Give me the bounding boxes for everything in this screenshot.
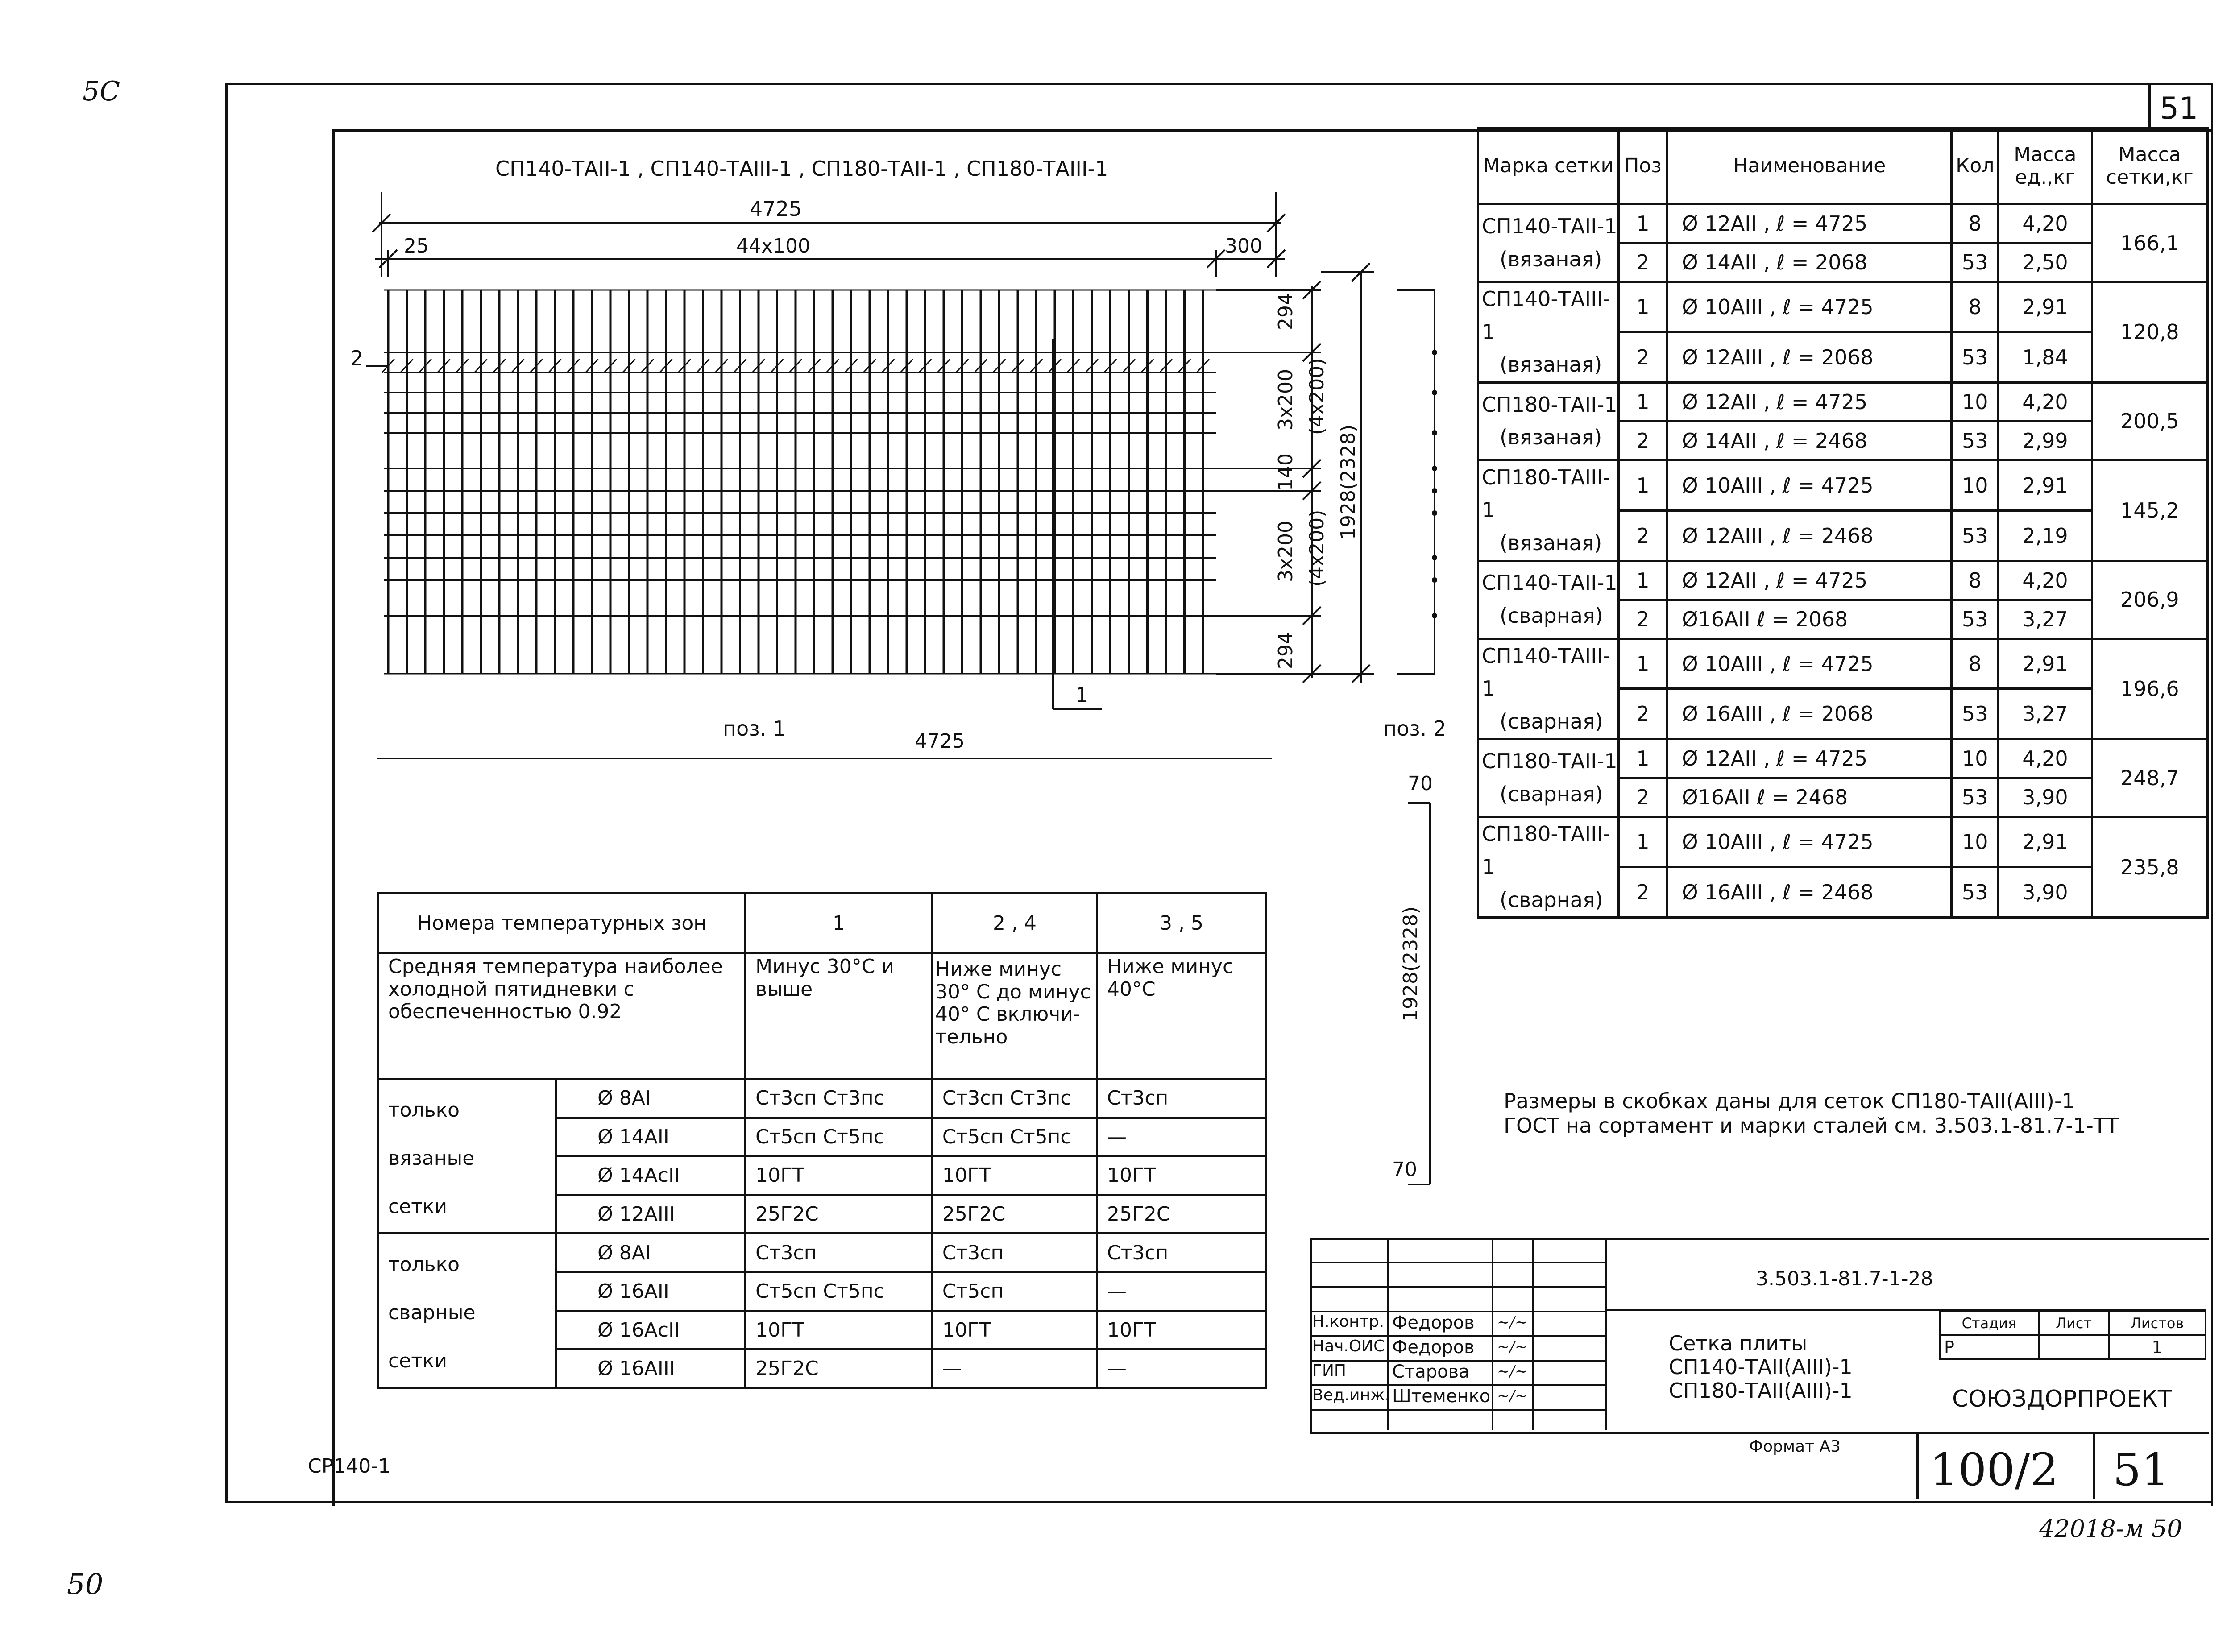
staff-signature-icon: ~∕~ bbox=[1497, 1362, 1528, 1380]
spec-qty: 10 bbox=[1952, 382, 1999, 421]
dim-mid: 140 bbox=[1274, 453, 1297, 491]
spec-qty: 8 bbox=[1952, 638, 1999, 689]
spec-name: Ø 14АII , ℓ = 2468 bbox=[1667, 421, 1952, 460]
temp-z2: 25Г2С bbox=[932, 1195, 1097, 1234]
temp-z1: Ст3сп Ст3пс bbox=[746, 1079, 933, 1118]
staff-name: Старова bbox=[1392, 1362, 1470, 1382]
spec-total: 248,7 bbox=[2092, 739, 2207, 817]
spec-pos: 2 bbox=[1618, 600, 1667, 638]
spec-pos: 1 bbox=[1618, 817, 1667, 867]
spec-row bbox=[1478, 282, 2208, 332]
spec-mark bbox=[1478, 561, 1619, 638]
spec-mark-type: (сварная) bbox=[1500, 782, 1603, 806]
doc-code: 3.503.1-81.7-1-28 bbox=[1756, 1267, 1933, 1290]
dim-bottom-len: 4725 bbox=[915, 730, 965, 753]
callout-1: 1 bbox=[1075, 683, 1089, 707]
spec-mass: 4,20 bbox=[1999, 561, 2092, 600]
spec-row bbox=[1478, 382, 2208, 421]
spec-mass: 3,27 bbox=[1999, 600, 2092, 638]
temp-zone-3: 3 , 5 bbox=[1097, 894, 1266, 953]
spec-header: Кол bbox=[1952, 128, 1999, 204]
spec-total: 235,8 bbox=[2092, 817, 2207, 918]
spec-header-row bbox=[1478, 128, 2208, 204]
staff-signature-icon: ~∕~ bbox=[1497, 1387, 1528, 1405]
temp-row bbox=[378, 1079, 1266, 1118]
spec-mark-type: (вязаная) bbox=[1500, 247, 1602, 271]
spec-qty: 53 bbox=[1952, 332, 1999, 382]
note-line-1: Размеры в скобках даны для сеток СП180-ТАII(АIII)-1 bbox=[1504, 1089, 2075, 1113]
staff-name: Штеменко bbox=[1392, 1386, 1491, 1407]
spec-mark bbox=[1478, 282, 1619, 383]
spec-name: Ø 10АIII , ℓ = 4725 bbox=[1667, 460, 1952, 510]
spec-mark-type: (вязаная) bbox=[1500, 530, 1602, 555]
spec-mark bbox=[1478, 638, 1619, 739]
spec-header: Масса ед.,кг bbox=[1999, 128, 2092, 204]
temp-group-label bbox=[378, 1079, 556, 1234]
spec-header: Поз bbox=[1618, 128, 1667, 204]
spec-mark bbox=[1478, 382, 1619, 460]
temp-z1: Ст5сп Ст5пс bbox=[746, 1272, 933, 1311]
temp-z1: Ст3сп bbox=[746, 1234, 933, 1272]
corner-mark-top-left: 5C bbox=[83, 76, 120, 107]
temp-bar: Ø 8АI bbox=[556, 1079, 746, 1118]
temp-group-label-line: только bbox=[388, 1099, 460, 1122]
spec-qty: 8 bbox=[1952, 561, 1999, 600]
temp-bar: Ø 16АII bbox=[556, 1272, 746, 1311]
temperature-table bbox=[377, 892, 1267, 1389]
spec-pos: 1 bbox=[1618, 282, 1667, 332]
temp-group-label-line: только bbox=[388, 1253, 460, 1276]
temp-header-row bbox=[378, 894, 1266, 953]
temp-z1: 25Г2С bbox=[746, 1350, 933, 1388]
spec-name: Ø16АII ℓ = 2468 bbox=[1667, 778, 1952, 817]
spec-qty: 10 bbox=[1952, 739, 1999, 778]
temp-bar: Ø 16АIII bbox=[556, 1350, 746, 1388]
sheet-label: Лист bbox=[2039, 1311, 2109, 1335]
spec-qty: 8 bbox=[1952, 204, 1999, 243]
spec-qty: 53 bbox=[1952, 867, 1999, 918]
temp-z2: Ст5сп bbox=[932, 1272, 1097, 1311]
spec-mass: 2,19 bbox=[1999, 510, 2092, 561]
spec-name: Ø 14АII , ℓ = 2068 bbox=[1667, 243, 1952, 282]
staff-signature-icon: ~∕~ bbox=[1497, 1313, 1528, 1331]
spec-pos: 2 bbox=[1618, 243, 1667, 282]
footer-left-code: СР140-1 bbox=[308, 1455, 391, 1478]
temp-z3: — bbox=[1097, 1272, 1266, 1311]
spec-mass: 2,99 bbox=[1999, 421, 2092, 460]
temp-z1: 10ГТ bbox=[746, 1156, 933, 1195]
spec-pos: 1 bbox=[1618, 204, 1667, 243]
dim-bottom-edge: 294 bbox=[1274, 632, 1297, 669]
pos2-label: поз. 2 bbox=[1383, 716, 1447, 741]
stage-label: Стадия bbox=[1940, 1311, 2039, 1335]
spec-total: 120,8 bbox=[2092, 282, 2207, 383]
spec-pos: 2 bbox=[1618, 867, 1667, 918]
temp-z3: 10ГТ bbox=[1097, 1311, 1266, 1350]
sheet-number: 51 bbox=[2160, 91, 2198, 126]
dim-zone-b: 3х200 bbox=[1274, 520, 1297, 582]
sheet-value bbox=[2039, 1335, 2109, 1359]
spec-qty: 53 bbox=[1952, 421, 1999, 460]
title-line: Сетка плиты bbox=[1669, 1331, 1808, 1355]
title-line: СП140-ТАII(АIII)-1 bbox=[1669, 1354, 1853, 1379]
spec-header: Наименование bbox=[1667, 128, 1952, 204]
format-label: Формат А3 bbox=[1749, 1437, 1841, 1456]
callout-2: 2 bbox=[350, 346, 364, 370]
temp-criteria-z2: Ниже минус 30° С до минус 40° С включи- тельно bbox=[932, 953, 1097, 1079]
dim-left-offset: 25 bbox=[404, 235, 429, 257]
staff-role: Н.контр. bbox=[1312, 1312, 1385, 1331]
temp-z3: 10ГТ bbox=[1097, 1156, 1266, 1195]
spec-mass: 3,90 bbox=[1999, 867, 2092, 918]
spec-qty: 10 bbox=[1952, 817, 1999, 867]
spec-mark-name: СП180-ТАIII-1 bbox=[1482, 465, 1610, 522]
temp-z2: Ст3сп Ст3пс bbox=[932, 1079, 1097, 1118]
spec-mass: 4,20 bbox=[1999, 204, 2092, 243]
spec-mark-name: СП140-ТАIII-1 bbox=[1482, 643, 1610, 701]
dim-zone-b-alt: (4х200) bbox=[1306, 509, 1328, 587]
temp-zone-1: 1 bbox=[746, 894, 933, 953]
temp-criteria-label: Средняя температура наиболее холодной пятидневки с обеспеченностью 0.92 bbox=[378, 953, 746, 1079]
spec-mass: 4,20 bbox=[1999, 382, 2092, 421]
spec-qty: 53 bbox=[1952, 778, 1999, 817]
spec-pos: 1 bbox=[1618, 739, 1667, 778]
spec-qty: 53 bbox=[1952, 600, 1999, 638]
spec-pos: 2 bbox=[1618, 778, 1667, 817]
temp-z2: Ст3сп bbox=[932, 1234, 1097, 1272]
spec-mass: 3,90 bbox=[1999, 778, 2092, 817]
temp-z2: 10ГТ bbox=[932, 1311, 1097, 1350]
spec-mark-type: (сварная) bbox=[1500, 604, 1603, 628]
spec-total: 200,5 bbox=[2092, 382, 2207, 460]
spec-mark-name: СП180-ТАII-1 bbox=[1482, 749, 1617, 774]
temp-zone-2: 2 , 4 bbox=[932, 894, 1097, 953]
staff-signature-icon: ~∕~ bbox=[1497, 1338, 1528, 1356]
spec-pos: 2 bbox=[1618, 421, 1667, 460]
spec-mark-name: СП140-ТАIII-1 bbox=[1482, 287, 1610, 344]
spec-pos: 1 bbox=[1618, 638, 1667, 689]
organization: СОЮЗДОРПРОЕКТ bbox=[1952, 1386, 2172, 1412]
album-divider bbox=[2093, 1432, 2095, 1499]
temp-bar: Ø 16АсII bbox=[556, 1311, 746, 1350]
dim-total-top: 4725 bbox=[750, 197, 802, 221]
spec-qty: 53 bbox=[1952, 243, 1999, 282]
spec-header: Марка сетки bbox=[1478, 128, 1619, 204]
temp-criteria-z3: Ниже минус 40°С bbox=[1097, 953, 1266, 1079]
spec-name: Ø 16АIII , ℓ = 2068 bbox=[1667, 689, 1952, 739]
staff-role: Нач.ОИС bbox=[1312, 1337, 1385, 1355]
spec-pos: 2 bbox=[1618, 510, 1667, 561]
temp-z3: — bbox=[1097, 1350, 1266, 1388]
sheets-value: 1 bbox=[2109, 1335, 2206, 1359]
spec-pos: 1 bbox=[1618, 382, 1667, 421]
spec-mass: 2,50 bbox=[1999, 243, 2092, 282]
corner-mark-bottom-left: 50 bbox=[67, 1568, 104, 1601]
dim-zone-a-alt: (4х200) bbox=[1306, 358, 1328, 435]
spec-row bbox=[1478, 460, 2208, 510]
temp-bar: Ø 8АI bbox=[556, 1234, 746, 1272]
page-number: 51 bbox=[2113, 1444, 2170, 1496]
temp-z3: 25Г2С bbox=[1097, 1195, 1266, 1234]
corner-mark-bottom-right: 42018-м 50 bbox=[2039, 1515, 2182, 1543]
spec-table bbox=[1477, 127, 2209, 919]
temp-bar: Ø 14АII bbox=[556, 1118, 746, 1156]
sheets-label: Листов bbox=[2109, 1311, 2206, 1335]
spec-name: Ø 16АIII , ℓ = 2468 bbox=[1667, 867, 1952, 918]
spec-mark bbox=[1478, 204, 1619, 282]
dim-top-edge: 294 bbox=[1274, 293, 1297, 330]
spec-row bbox=[1478, 204, 2208, 243]
pos1-label: поз. 1 bbox=[723, 716, 786, 741]
temp-criteria-z1: Минус 30°С и выше bbox=[746, 953, 933, 1079]
spec-total: 145,2 bbox=[2092, 460, 2207, 561]
spec-mark bbox=[1478, 817, 1619, 918]
spec-name: Ø 12АIII , ℓ = 2468 bbox=[1667, 510, 1952, 561]
temp-group-label bbox=[378, 1234, 556, 1388]
spec-mark-type: (вязаная) bbox=[1500, 352, 1602, 377]
spec-mark-name: СП180-ТАIII-1 bbox=[1482, 822, 1610, 879]
spec-pos: 1 bbox=[1618, 460, 1667, 510]
side-bar-top: 70 bbox=[1408, 772, 1433, 795]
temp-z3: Ст3сп bbox=[1097, 1079, 1266, 1118]
spec-pos: 1 bbox=[1618, 561, 1667, 600]
album-number: 100/2 bbox=[1930, 1444, 2059, 1496]
spec-mass: 4,20 bbox=[1999, 739, 2092, 778]
spec-mass: 1,84 bbox=[1999, 332, 2092, 382]
temp-z2: Ст5сп Ст5пс bbox=[932, 1118, 1097, 1156]
temp-bar: Ø 14АсII bbox=[556, 1156, 746, 1195]
dim-zone-a: 3х200 bbox=[1274, 368, 1297, 431]
spec-mark-type: (сварная) bbox=[1500, 887, 1603, 912]
spec-qty: 8 bbox=[1952, 282, 1999, 332]
spec-mass: 2,91 bbox=[1999, 282, 2092, 332]
temp-z2: 10ГТ bbox=[932, 1156, 1097, 1195]
spec-row bbox=[1478, 817, 2208, 867]
spec-mass: 2,91 bbox=[1999, 460, 2092, 510]
spec-name: Ø 12АII , ℓ = 4725 bbox=[1667, 382, 1952, 421]
temp-z1: 25Г2С bbox=[746, 1195, 933, 1234]
spec-header: Масса сетки,кг bbox=[2092, 128, 2207, 204]
spec-mark-name: СП180-ТАII-1 bbox=[1482, 392, 1617, 417]
spec-total: 196,6 bbox=[2092, 638, 2207, 739]
temp-z3: Ст3сп bbox=[1097, 1234, 1266, 1272]
drawing-title: СП140-ТАII-1 , СП140-ТАIII-1 , СП180-ТАII-1 , СП180-ТАIII-1 bbox=[495, 157, 1108, 181]
spec-name: Ø 10АIII , ℓ = 4725 bbox=[1667, 817, 1952, 867]
spec-qty: 53 bbox=[1952, 689, 1999, 739]
temp-z1: Ст5сп Ст5пс bbox=[746, 1118, 933, 1156]
title-line: СП180-ТАII(АIII)-1 bbox=[1669, 1378, 1853, 1403]
spec-row bbox=[1478, 739, 2208, 778]
spec-name: Ø 10АIII , ℓ = 4725 bbox=[1667, 282, 1952, 332]
drawing-title-block bbox=[1669, 1332, 1853, 1403]
spec-mark bbox=[1478, 460, 1619, 561]
spec-pos: 2 bbox=[1618, 332, 1667, 382]
note-line-2: ГОСТ на сортамент и марки сталей см. 3.503.1-81.7-1-ТТ bbox=[1504, 1114, 2119, 1138]
temp-group-label-line: сетки bbox=[388, 1349, 448, 1372]
side-bar-bottom: 70 bbox=[1392, 1158, 1417, 1181]
spec-row bbox=[1478, 561, 2208, 600]
temp-group-label-line: сварные bbox=[388, 1301, 476, 1325]
spec-mass: 3,27 bbox=[1999, 689, 2092, 739]
temp-z2: — bbox=[932, 1350, 1097, 1388]
spec-mark-name: СП140-ТАII-1 bbox=[1482, 571, 1617, 595]
stage-table bbox=[1939, 1310, 2206, 1360]
temp-z1: 10ГТ bbox=[746, 1311, 933, 1350]
temp-group-label-line: сетки bbox=[388, 1195, 448, 1218]
temp-criteria-row bbox=[378, 953, 1266, 1079]
spec-mark-name: СП140-ТАII-1 bbox=[1482, 214, 1617, 238]
spec-total: 166,1 bbox=[2092, 204, 2207, 282]
temp-row bbox=[378, 1234, 1266, 1272]
dim-overall: 1928(2328) bbox=[1337, 424, 1360, 540]
temp-zones-label: Номера температурных зон bbox=[378, 894, 746, 953]
spec-qty: 10 bbox=[1952, 460, 1999, 510]
spec-mass: 2,91 bbox=[1999, 638, 2092, 689]
dim-right-offset: 300 bbox=[1225, 235, 1262, 257]
spec-row bbox=[1478, 638, 2208, 689]
spec-name: Ø 10АIII , ℓ = 4725 bbox=[1667, 638, 1952, 689]
spec-mark bbox=[1478, 739, 1619, 817]
spec-name: Ø16АII ℓ = 2068 bbox=[1667, 600, 1952, 638]
spec-mass: 2,91 bbox=[1999, 817, 2092, 867]
temp-group-label-line: вязаные bbox=[388, 1147, 475, 1170]
staff-name: Федоров bbox=[1392, 1312, 1475, 1333]
spec-mark-type: (вязаная) bbox=[1500, 425, 1602, 450]
spec-name: Ø 12АII , ℓ = 4725 bbox=[1667, 739, 1952, 778]
spec-mark-type: (сварная) bbox=[1500, 709, 1603, 733]
dim-spacing: 44х100 bbox=[736, 235, 811, 257]
spec-name: Ø 12АII , ℓ = 4725 bbox=[1667, 204, 1952, 243]
title-block bbox=[1310, 1238, 2209, 1501]
temp-z3: — bbox=[1097, 1118, 1266, 1156]
staff-name: Федоров bbox=[1392, 1337, 1475, 1358]
spec-qty: 53 bbox=[1952, 510, 1999, 561]
stage-value: Р bbox=[1940, 1335, 2039, 1359]
spec-pos: 2 bbox=[1618, 689, 1667, 739]
temp-bar: Ø 12АIII bbox=[556, 1195, 746, 1234]
side-bar-middle: 1928(2328) bbox=[1399, 906, 1422, 1022]
staff-role: ГИП bbox=[1312, 1362, 1346, 1380]
spec-total: 206,9 bbox=[2092, 561, 2207, 638]
staff-role: Вед.инж. bbox=[1312, 1386, 1390, 1404]
spec-name: Ø 12АIII , ℓ = 2068 bbox=[1667, 332, 1952, 382]
spec-name: Ø 12АII , ℓ = 4725 bbox=[1667, 561, 1952, 600]
